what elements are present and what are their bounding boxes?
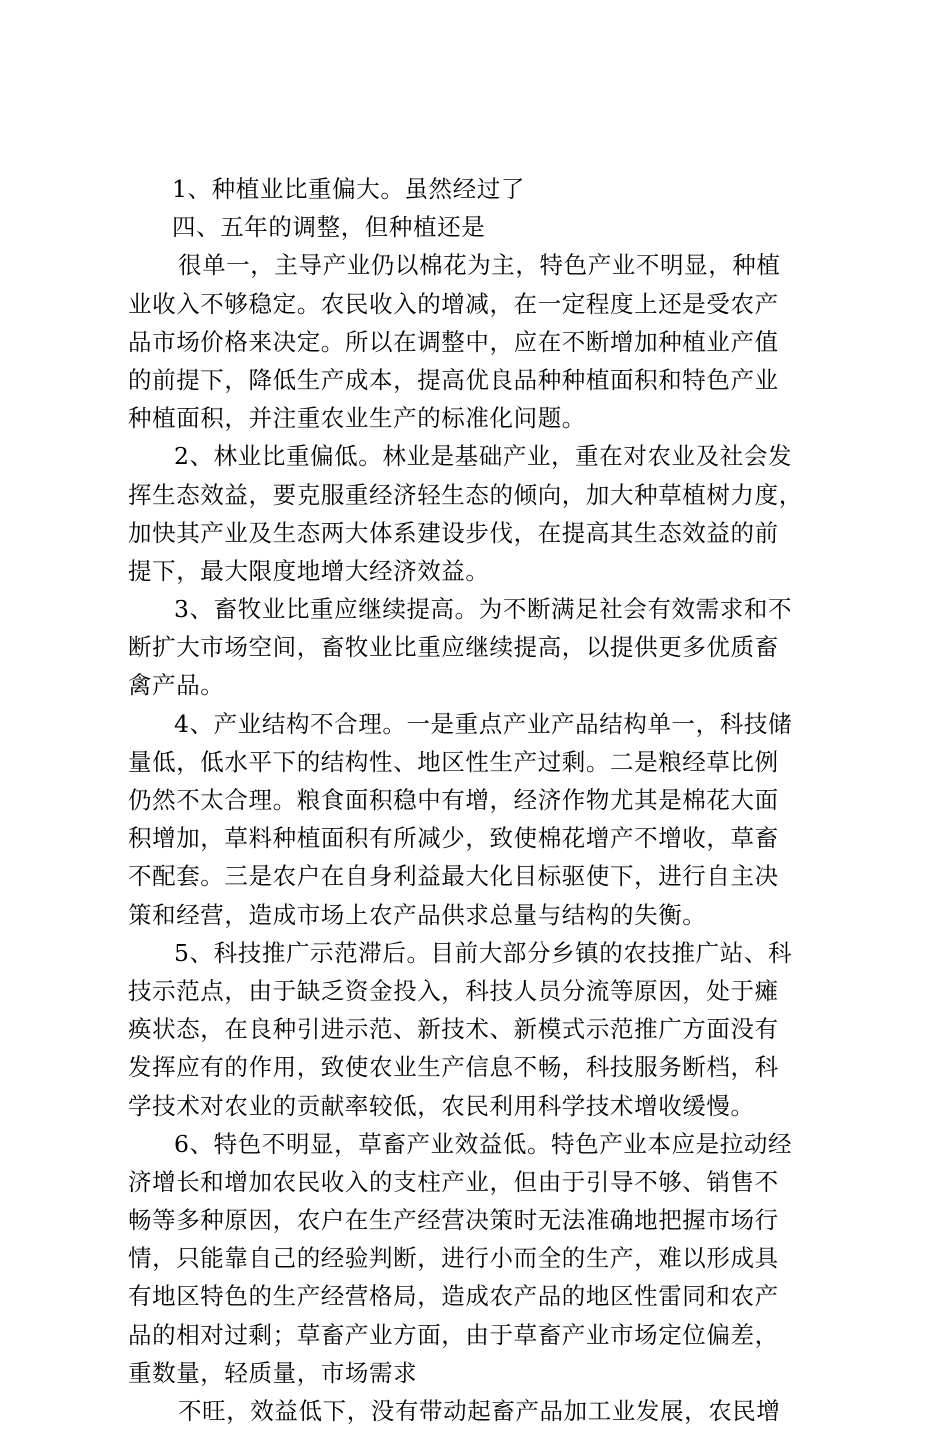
text-line: 禽产品。 — [128, 671, 225, 700]
text-line: 畅等多种原因，农户在生产经营决策时无法准确地把握市场行 — [128, 1206, 779, 1235]
text-line: 积增加，草料种植面积有所减少，致使棉花增产不增收，草畜 — [128, 824, 779, 853]
text-line: 4、产业结构不合理。一是重点产业产品结构单一，科技储 — [174, 709, 793, 738]
body-text — [128, 170, 838, 1430]
text-line: 品市场价格来决定。所以在调整中，应在不断增加种植业产值 — [128, 327, 779, 356]
text-line: 不配套。三是农户在自身利益最大化目标驱使下，进行自主决 — [128, 862, 779, 891]
text-line: 断扩大市场空间，畜牧业比重应继续提高，以提供更多优质畜 — [128, 633, 779, 662]
text-line: 发挥应有的作用，致使农业生产信息不畅，科技服务断档，科 — [128, 1053, 779, 1082]
text-line: 的前提下，降低生产成本，提高优良品种种植面积和特色产业 — [128, 365, 779, 394]
text-line: 仍然不太合理。粮食面积稳中有增，经济作物尤其是棉花大面 — [128, 786, 779, 814]
text-line: 加快其产业及生态两大体系建设步伐，在提高其生态效益的前 — [128, 518, 779, 547]
text-line: 四、五年的调整，但种植还是 — [172, 213, 486, 242]
text-line: 技示范点，由于缺乏资金投入，科技人员分流等原因，处于瘫 — [128, 976, 779, 1005]
text-line: 1、种植业比重偏大。虽然经过了 — [172, 175, 525, 203]
text-line: 种植面积，并注重农业生产的标准化问题。 — [128, 404, 586, 433]
text-line: 提下，最大限度地增大经济效益。 — [128, 556, 490, 585]
text-line: 挥生态效益，要克服重经济轻生态的倾向，加大种草植树力度， — [128, 480, 803, 509]
text-line: 6、特色不明显，草畜产业效益低。特色产业本应是拉动经 — [174, 1129, 793, 1158]
text-line: 不旺，效益低下，没有带动起畜产品加工业发展，农民增 — [178, 1397, 781, 1425]
text-line: 重数量，轻质量，市场需求 — [128, 1358, 418, 1387]
text-line: 业收入不够稳定。农民收入的增减，在一定程度上还是受农产 — [128, 289, 779, 318]
text-line: 痪状态，在良种引进示范、新技术、新模式示范推广方面没有 — [128, 1015, 779, 1044]
text-line: 有地区特色的生产经营格局，造成农产品的地区性雷同和农产 — [128, 1282, 779, 1311]
text-line: 学技术对农业的贡献率较低，农民利用科学技术增收缓慢。 — [128, 1091, 755, 1120]
text-line: 情，只能靠自己的经验判断，进行小而全的生产，难以形成具 — [128, 1244, 779, 1273]
text-line: 品的相对过剩；草畜产业方面，由于草畜产业市场定位偏差， — [128, 1320, 779, 1349]
text-line: 5、科技推广示范滞后。目前大部分乡镇的农技推广站、科 — [174, 938, 793, 967]
text-line: 策和经营，造成市场上农产品供求总量与结构的失衡。 — [128, 900, 707, 929]
text-line: 很单一，主导产业仍以棉花为主，特色产业不明显，种植 — [178, 251, 781, 280]
text-line: 2、林业比重偏低。林业是基础产业，重在对农业及社会发 — [174, 442, 793, 471]
text-line: 3、畜牧业比重应继续提高。为不断满足社会有效需求和不 — [174, 595, 793, 624]
text-line: 济增长和增加农民收入的支柱产业，但由于引导不够、销售不 — [128, 1167, 779, 1196]
text-line: 量低，低水平下的结构性、地区性生产过剩。二是粮经草比例 — [128, 747, 779, 776]
